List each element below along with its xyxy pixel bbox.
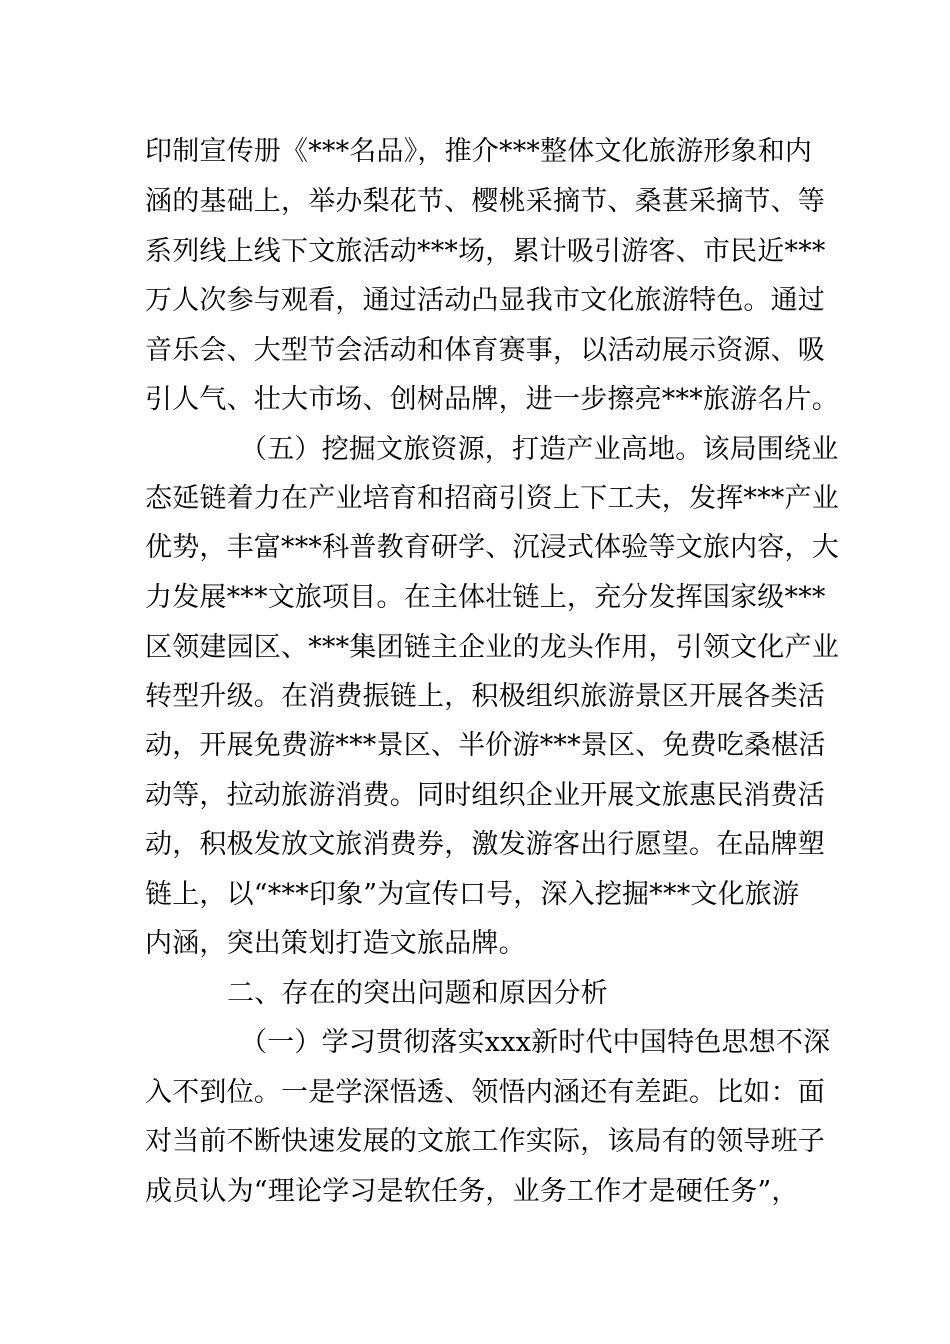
text-line: 涵的基础上，举办梨花节、樱桃采摘节、桑葚采摘节、等: [145, 186, 825, 217]
text-line: 内涵，突出策划打造文旅品牌。: [145, 928, 526, 959]
text-line: 动，开展免费游***景区、半价游***景区、免费吃桑椹活: [145, 730, 826, 761]
text-line: 动，积极发放文旅消费券，激发游客出行愿望。在品牌塑: [145, 829, 825, 860]
text-line: 区领建园区、***集团链主企业的龙头作用，引领文化产业: [145, 632, 839, 663]
text-line: 对当前不断快速发展的文旅工作实际，该局有的领导班子: [145, 1126, 825, 1157]
text-line: 动等，拉动旅游消费。同时组织企业开展文旅惠民消费活: [145, 780, 825, 811]
text-line: 转型升级。在消费振链上，积极组织旅游景区开展各类活: [145, 681, 825, 712]
text-line: 入不到位。一是学深悟透、领悟内涵还有差距。比如：面: [145, 1077, 825, 1108]
text-line: 力发展***文旅项目。在主体壮链上，充分发挥国家级***: [145, 582, 826, 613]
text-line: 链上，以“***印象”为宣传口号，深入挖掘***文化旅游: [145, 879, 800, 910]
text-line: 音乐会、大型节会活动和体育赛事，以活动展示资源、吸: [145, 335, 825, 366]
text-line: 优势，丰富***科普教育研学、沉浸式体验等文旅内容，大: [145, 532, 839, 563]
section-heading: 二、存在的突出问题和原因分析: [227, 978, 608, 1009]
text-line: 万人次参与观看，通过活动凸显我市文化旅游特色。通过: [145, 285, 825, 316]
text-line: 引人气、壮大市场、创树品牌，进一步擦亮***旅游名片。: [145, 384, 839, 415]
paragraph-heading-line: （一）学习贯彻落实xxx新时代中国特色思想不深: [240, 1027, 831, 1058]
text-line: 态延链着力在产业培育和招商引资上下工夫，发挥***产业: [145, 483, 839, 514]
text-line: 系列线上线下文旅活动***场，累计吸引游客、市民近***: [145, 236, 826, 267]
text-line: 印制宣传册《***名品》，推介***整体文化旅游形象和内: [145, 136, 813, 167]
text-line: 成员认为“理论学习是软任务，业务工作才是硬任务”，: [145, 1176, 799, 1207]
paragraph-heading-line: （五）挖掘文旅资源，打造产业高地。该局围绕业: [240, 434, 839, 465]
